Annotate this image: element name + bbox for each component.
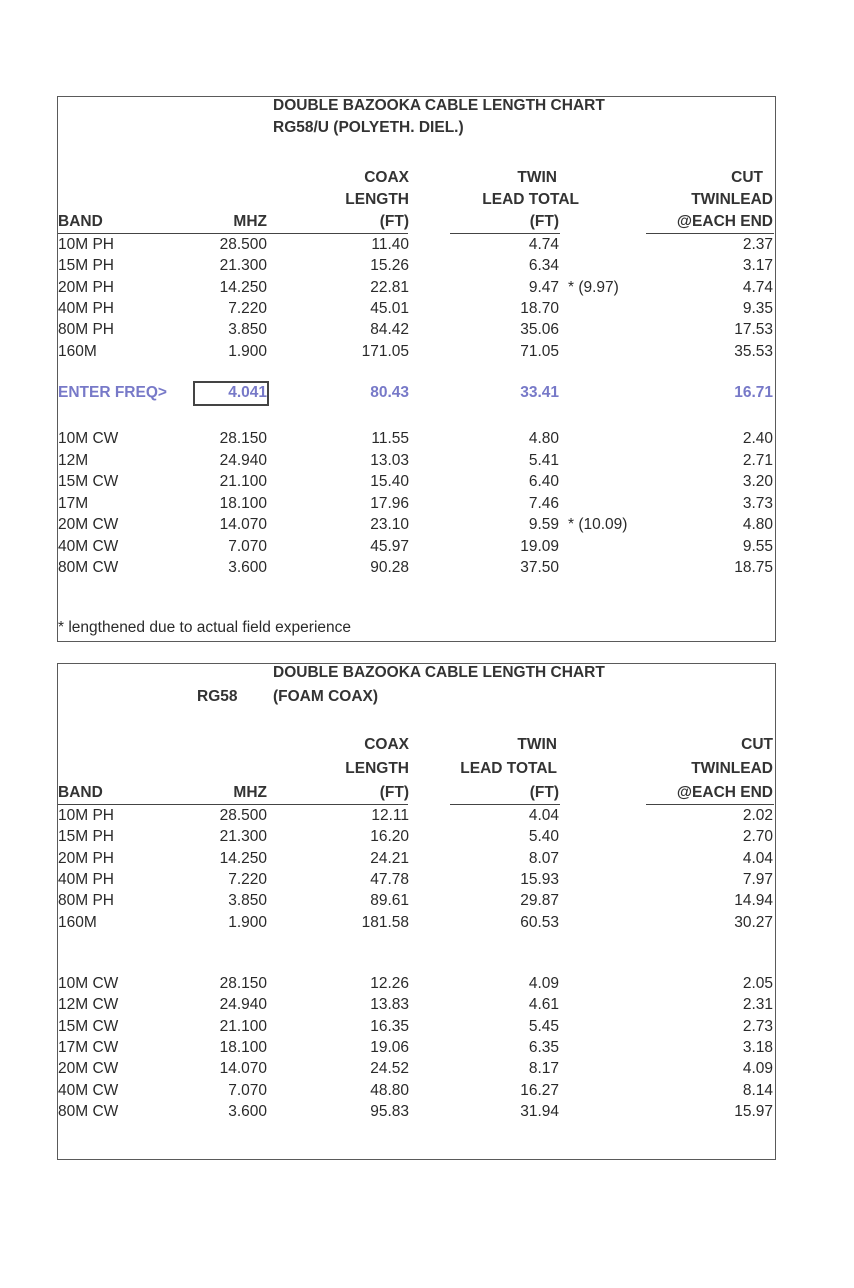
header-coax-2: LENGTH <box>345 760 409 777</box>
coax-length-cell: 171.05 <box>361 342 409 360</box>
header-cut-1: CUT <box>741 736 773 753</box>
mhz-cell: 28.150 <box>219 975 267 992</box>
band-cell: 20M CW <box>58 516 119 533</box>
chart-subtitle: RG58/U (POLYETH. DIEL.) <box>273 119 464 136</box>
band-cell: 20M PH <box>58 849 114 867</box>
twin-lead-cell: 4.04 <box>528 807 559 824</box>
twin-lead-cell: 6.34 <box>528 257 559 275</box>
twin-lead-cell: 4.09 <box>528 975 559 992</box>
header-underline <box>58 804 408 805</box>
coax-length-cell: 15.26 <box>370 257 409 275</box>
coax-length-cell: 24.52 <box>370 1060 409 1078</box>
band-cell: 10M PH <box>58 807 114 824</box>
coax-length-cell: 19.06 <box>370 1038 409 1056</box>
mhz-cell: 1.900 <box>228 342 267 360</box>
band-cell: 12M <box>58 451 89 469</box>
coax-length-cell: 11.40 <box>371 236 409 253</box>
mhz-cell: 18.100 <box>219 1038 267 1056</box>
mhz-cell: 7.070 <box>228 537 267 555</box>
band-cell: 80M PH <box>58 321 114 339</box>
header-coax-1: COAX <box>364 736 409 753</box>
mhz-cell: 21.300 <box>219 828 267 846</box>
header-coax-3: (FT) <box>379 213 409 230</box>
twin-lead-cell: 9.59 <box>528 516 559 533</box>
cut-twinlead-cell: 8.14 <box>742 1081 773 1099</box>
header-band: BAND <box>58 213 103 230</box>
header-twin-2: LEAD TOTAL <box>482 191 579 208</box>
header-underline <box>450 804 560 805</box>
header-twin-1: TWIN <box>517 169 557 186</box>
cut-twinlead-cell: 2.02 <box>742 807 773 824</box>
header-twin-2: LEAD TOTAL <box>460 760 557 777</box>
band-cell: 17M <box>58 494 89 512</box>
coax-length-cell: 181.58 <box>361 913 409 931</box>
mhz-cell: 28.150 <box>219 430 267 447</box>
header-band: BAND <box>58 784 103 801</box>
mhz-cell: 24.940 <box>219 451 267 469</box>
header-mhz: MHZ <box>233 213 267 230</box>
band-cell: 20M CW <box>58 1060 119 1078</box>
coax-length-cell: 84.42 <box>370 321 409 339</box>
twin-lead-cell: 6.35 <box>528 1038 559 1056</box>
band-cell: 40M CW <box>58 537 119 555</box>
header-cut-2: TWINLEAD <box>691 760 773 777</box>
coax-length-cell: 89.61 <box>370 892 409 910</box>
coax-length-cell: 16.35 <box>370 1017 409 1035</box>
footnote: * lengthened due to actual field experience <box>58 619 351 636</box>
header-cut-3: @EACH END <box>676 213 773 230</box>
header-twin-3: (FT) <box>529 784 559 801</box>
cut-twinlead-cell: 18.75 <box>734 559 773 576</box>
twin-lead-cell: 6.40 <box>528 473 559 490</box>
mhz-cell: 3.600 <box>228 559 267 576</box>
mhz-cell: 14.250 <box>219 849 267 867</box>
cable-length-chart-foam <box>57 663 776 1160</box>
twin-lead-cell: 31.94 <box>520 1102 559 1120</box>
cut-twinlead-cell: 30.27 <box>734 913 773 931</box>
twin-lead-cell: 7.46 <box>528 494 559 512</box>
header-underline <box>58 233 408 234</box>
coax-length-cell: 15.40 <box>370 473 409 490</box>
twin-lead-cell: 4.80 <box>528 430 559 447</box>
enter-freq-twin: 33.41 <box>520 384 559 401</box>
mhz-cell: 21.100 <box>219 473 267 490</box>
twin-lead-cell: 29.87 <box>520 892 559 910</box>
band-cell: 80M CW <box>58 1102 119 1120</box>
header-twin-1: TWIN <box>517 736 557 753</box>
coax-length-cell: 45.97 <box>370 537 409 555</box>
band-cell: 10M CW <box>58 975 119 992</box>
coax-length-cell: 23.10 <box>370 516 409 533</box>
mhz-cell: 7.070 <box>228 1081 267 1099</box>
mhz-cell: 1.900 <box>228 913 267 931</box>
chart-title: DOUBLE BAZOOKA CABLE LENGTH CHART <box>273 97 605 114</box>
band-cell: 40M PH <box>58 870 114 888</box>
mhz-cell: 28.500 <box>219 807 267 824</box>
coax-length-cell: 16.20 <box>370 828 409 846</box>
header-twin-3: (FT) <box>529 213 559 230</box>
cut-twinlead-cell: 2.40 <box>742 430 773 447</box>
twin-lead-cell: 15.93 <box>520 870 559 888</box>
band-cell: 10M PH <box>58 236 114 253</box>
coax-length-cell: 12.11 <box>371 807 409 824</box>
header-coax-3: (FT) <box>379 784 409 801</box>
band-cell: 15M CW <box>58 473 119 490</box>
twin-lead-cell: 19.09 <box>520 537 559 555</box>
twin-lead-cell: 5.40 <box>528 828 559 846</box>
band-cell: 15M CW <box>58 1017 119 1035</box>
mhz-cell: 14.070 <box>219 516 267 533</box>
coax-length-cell: 24.21 <box>370 849 409 867</box>
coax-length-cell: 13.83 <box>370 996 409 1014</box>
coax-length-cell: 47.78 <box>370 870 409 888</box>
cut-twinlead-cell: 2.73 <box>742 1017 773 1035</box>
band-cell: 15M PH <box>58 828 114 846</box>
band-cell: 160M <box>58 913 97 931</box>
header-cut-2: TWINLEAD <box>691 191 773 208</box>
cut-twinlead-cell: 4.04 <box>742 849 773 867</box>
header-mhz: MHZ <box>233 784 267 801</box>
cut-twinlead-cell: 35.53 <box>734 342 773 360</box>
coax-length-cell: 17.96 <box>370 494 409 512</box>
mhz-cell: 18.100 <box>219 494 267 512</box>
twin-lead-cell: 4.61 <box>528 996 559 1014</box>
header-cut-3: @EACH END <box>676 784 773 801</box>
enter-freq-cut: 16.71 <box>734 384 773 401</box>
twin-lead-cell: 60.53 <box>520 913 559 931</box>
coax-length-cell: 48.80 <box>370 1081 409 1099</box>
cut-twinlead-cell: 2.31 <box>742 996 773 1014</box>
mhz-cell: 3.850 <box>228 892 267 910</box>
cable-length-chart-polyethylene <box>57 96 776 642</box>
chart-title: DOUBLE BAZOOKA CABLE LENGTH CHART <box>273 664 605 681</box>
twin-lead-cell: 5.41 <box>528 451 559 469</box>
twin-lead-cell: 5.45 <box>528 1017 559 1035</box>
band-cell: 40M CW <box>58 1081 119 1099</box>
cut-twinlead-cell: 2.05 <box>742 975 773 992</box>
note-cell: * (9.97) <box>568 278 619 296</box>
mhz-cell: 3.600 <box>228 1102 267 1120</box>
cut-twinlead-cell: 9.35 <box>742 299 773 317</box>
coax-length-cell: 22.81 <box>370 278 409 296</box>
mhz-cell: 21.300 <box>219 257 267 275</box>
cut-twinlead-cell: 7.97 <box>742 870 773 888</box>
header-underline <box>646 804 774 805</box>
cut-twinlead-cell: 2.71 <box>742 451 773 469</box>
band-cell: 160M <box>58 342 97 360</box>
twin-lead-cell: 35.06 <box>520 321 559 339</box>
enter-freq-label: ENTER FREQ> <box>58 384 167 401</box>
header-underline <box>450 233 560 234</box>
mhz-cell: 3.850 <box>228 321 267 339</box>
cut-twinlead-cell: 3.18 <box>742 1038 773 1056</box>
band-cell: 17M CW <box>58 1038 119 1056</box>
mhz-cell: 14.250 <box>219 278 267 296</box>
twin-lead-cell: 8.07 <box>528 849 559 867</box>
twin-lead-cell: 16.27 <box>520 1081 559 1099</box>
mhz-cell: 7.220 <box>228 299 267 317</box>
coax-length-cell: 13.03 <box>370 451 409 469</box>
cut-twinlead-cell: 3.20 <box>742 473 773 490</box>
coax-length-cell: 11.55 <box>371 430 409 447</box>
cut-twinlead-cell: 4.09 <box>742 1060 773 1078</box>
band-cell: 10M CW <box>58 430 119 447</box>
twin-lead-cell: 71.05 <box>520 342 559 360</box>
twin-lead-cell: 18.70 <box>520 299 559 317</box>
cut-twinlead-cell: 14.94 <box>734 892 773 910</box>
cut-twinlead-cell: 9.55 <box>742 537 773 555</box>
band-cell: 20M PH <box>58 278 114 296</box>
twin-lead-cell: 9.47 <box>528 278 559 296</box>
band-cell: 15M PH <box>58 257 114 275</box>
note-cell: * (10.09) <box>568 516 628 533</box>
cut-twinlead-cell: 4.80 <box>742 516 773 533</box>
chart-cable-type: RG58 <box>197 688 238 705</box>
coax-length-cell: 90.28 <box>370 559 409 576</box>
mhz-cell: 21.100 <box>219 1017 267 1035</box>
band-cell: 80M PH <box>58 892 114 910</box>
twin-lead-cell: 4.74 <box>528 236 559 253</box>
coax-length-cell: 95.83 <box>370 1102 409 1120</box>
mhz-cell: 14.070 <box>219 1060 267 1078</box>
cut-twinlead-cell: 4.74 <box>742 278 773 296</box>
chart-subtitle: (FOAM COAX) <box>273 688 379 705</box>
mhz-cell: 24.940 <box>219 996 267 1014</box>
cut-twinlead-cell: 2.70 <box>742 828 773 846</box>
enter-freq-coax: 80.43 <box>370 384 409 401</box>
twin-lead-cell: 37.50 <box>520 559 559 576</box>
band-cell: 80M CW <box>58 559 119 576</box>
mhz-cell: 7.220 <box>228 870 267 888</box>
cut-twinlead-cell: 3.17 <box>742 257 773 275</box>
header-coax-2: LENGTH <box>345 191 409 208</box>
band-cell: 40M PH <box>58 299 114 317</box>
cut-twinlead-cell: 2.37 <box>742 236 773 253</box>
cut-twinlead-cell: 15.97 <box>734 1102 773 1120</box>
header-cut-1: CUT <box>731 169 763 186</box>
enter-freq-mhz[interactable]: 4.041 <box>228 384 267 401</box>
coax-length-cell: 45.01 <box>370 299 409 317</box>
cut-twinlead-cell: 3.73 <box>742 494 773 512</box>
mhz-cell: 28.500 <box>219 236 267 253</box>
header-coax-1: COAX <box>364 169 409 186</box>
header-underline <box>646 233 774 234</box>
cut-twinlead-cell: 17.53 <box>734 321 773 339</box>
band-cell: 12M CW <box>58 996 119 1014</box>
coax-length-cell: 12.26 <box>370 975 409 992</box>
twin-lead-cell: 8.17 <box>528 1060 559 1078</box>
